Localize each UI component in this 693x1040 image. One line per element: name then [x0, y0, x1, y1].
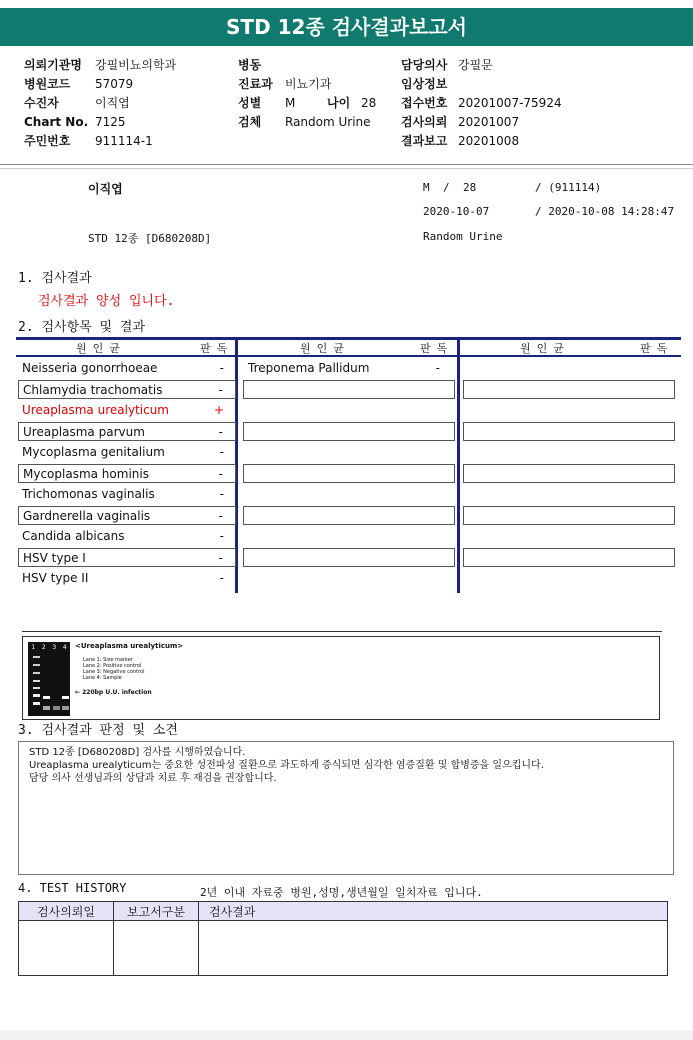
- report-title: STD 12종 검사결과보고서: [0, 8, 693, 46]
- patient-name: 이직엽: [88, 182, 123, 196]
- gel-legend-item: Lane 1: Size marker: [83, 657, 133, 663]
- history-col-header: 검사의뢰일: [19, 902, 114, 921]
- empty-cell: [243, 548, 455, 567]
- report-datetime: / 2020-10-08 14:28:47: [535, 205, 675, 218]
- result-row-positive: [18, 401, 236, 420]
- findings-line: STD 12종 [D680208D] 검사를 시행하였습니다.: [29, 747, 246, 758]
- result-value: +: [213, 403, 224, 417]
- result-row: [244, 359, 454, 378]
- header-label: 접수번호: [401, 96, 448, 110]
- lane-number: 3: [52, 644, 57, 651]
- result-row: [18, 464, 236, 483]
- result-row: [18, 548, 236, 567]
- pathogen-name: Mycoplasma hominis: [23, 467, 149, 481]
- gel-band-label: ← 220bp U.U. infection: [75, 689, 152, 696]
- history-cell: [114, 921, 199, 976]
- empty-cell: [243, 464, 455, 483]
- pathogen-name: Candida albicans: [22, 529, 125, 543]
- header-label: 병원코드: [24, 77, 71, 91]
- header-value: 20201007: [458, 115, 520, 129]
- result-value: -: [218, 551, 223, 565]
- pathogen-name: HSV type I: [23, 551, 86, 565]
- patient-sex: M: [423, 181, 430, 194]
- header-label: 진료과: [238, 77, 273, 91]
- header-value: 이직엽: [95, 96, 130, 110]
- gel-legend: [83, 657, 145, 681]
- header-label: 주민번호: [24, 134, 71, 148]
- request-date: 2020-10-07: [423, 205, 490, 218]
- result-value: -: [219, 445, 224, 459]
- gel-title: <Ureaplasma urealyticum>: [75, 642, 184, 650]
- col-header-pathogen: 원인균: [520, 342, 570, 355]
- result-value: -: [219, 571, 224, 585]
- history-cell: [19, 921, 114, 976]
- empty-cell: [463, 422, 675, 441]
- patient-age: 28: [463, 181, 477, 194]
- gel-legend-item: Lane 2: Positive control: [83, 663, 142, 669]
- empty-cell: [463, 380, 675, 399]
- result-row: [18, 422, 236, 441]
- col-header-pathogen: 원인균: [76, 342, 126, 355]
- header-value: 비뇨기과: [285, 77, 332, 91]
- result-value: -: [219, 487, 224, 501]
- age-value: 28: [361, 96, 377, 110]
- empty-cell: [243, 422, 455, 441]
- col-header-result: 판독: [640, 342, 674, 355]
- header-col2: [238, 58, 377, 134]
- header-value: 57079: [95, 77, 134, 91]
- pathogen-name: Ureaplasma urealyticum: [22, 403, 169, 417]
- header-label: 검체: [238, 115, 262, 129]
- header-label: 결과보고: [401, 134, 448, 148]
- result-value: -: [219, 529, 224, 543]
- result-value: -: [219, 361, 224, 375]
- gel-image-box: [22, 636, 660, 720]
- header-label: 의뢰기관명: [24, 58, 82, 72]
- header-label: 임상정보: [401, 77, 448, 91]
- result-row: [18, 380, 236, 399]
- history-cell: [199, 921, 668, 976]
- header-label: 검사의뢰: [401, 115, 448, 129]
- lane-number: 4: [62, 644, 67, 651]
- section3-heading: 3. 검사결과 판정 및 소견: [18, 723, 178, 738]
- result-value: -: [218, 383, 223, 397]
- col-header-result: 판독: [420, 342, 454, 355]
- table-row: [19, 921, 668, 976]
- pathogen-name: Ureaplasma parvum: [23, 425, 145, 439]
- test-name: STD 12종 [D680208D]: [88, 232, 212, 245]
- findings-line: Ureaplasma urealyticum는 중요한 성전파성 질환으로 과도하게 증식되면 심각한 염증질환 및 합병증을 일으킵니다.: [29, 760, 544, 771]
- header-value: 강필문: [458, 58, 493, 72]
- lane-number: 1: [31, 644, 36, 651]
- pathogen-name: HSV type II: [22, 571, 89, 585]
- empty-cell: [243, 380, 455, 399]
- gel-divider: [22, 631, 662, 632]
- header-value: 20201007-75924: [458, 96, 562, 110]
- pathogen-name: Neisseria gonorrhoeae: [22, 361, 158, 375]
- empty-cell: [243, 506, 455, 525]
- gel-electrophoresis-image: [28, 642, 70, 716]
- header-label: 담당의사: [401, 58, 448, 72]
- pathogen-name: Trichomonas vaginalis: [22, 487, 155, 501]
- pathogen-name: Gardnerella vaginalis: [23, 509, 151, 523]
- empty-cell: [463, 506, 675, 525]
- result-row: [18, 569, 236, 588]
- result-row: [18, 506, 236, 525]
- test-history-table: [18, 901, 668, 976]
- header-divider: [0, 164, 693, 165]
- header-col3: [401, 58, 562, 153]
- header-label: 병동: [238, 58, 262, 72]
- header-value: 강필비뇨의학과: [95, 58, 177, 72]
- result-row: [18, 359, 236, 378]
- empty-cell: [463, 464, 675, 483]
- result-row: [18, 443, 236, 462]
- patient-separator: /: [443, 181, 450, 194]
- result-row: [18, 527, 236, 546]
- pathogen-name: Chlamydia trachomatis: [23, 383, 163, 397]
- result-value: -: [218, 467, 223, 481]
- header-label: 성별: [238, 96, 262, 110]
- specimen: Random Urine: [423, 230, 503, 243]
- history-col-header: 검사결과: [199, 902, 668, 921]
- findings-box: [18, 741, 674, 875]
- header-value: 7125: [95, 115, 126, 129]
- history-col-header: 보고서구분: [114, 902, 199, 921]
- history-note: 2년 이내 자료중 병원,성명,생년월일 일치자료 입니다.: [200, 886, 483, 899]
- section2-heading: 2. 검사항목 및 결과: [18, 320, 146, 335]
- section1-heading: 1. 검사결과: [18, 271, 92, 286]
- result-value: -: [218, 509, 223, 523]
- findings-line: 담당 의사 선생님과의 상담과 치료 후 재검을 권장합니다.: [29, 773, 277, 784]
- positive-result-text: 검사결과 양성 입니다.: [38, 294, 175, 309]
- header-label: 수진자: [24, 96, 59, 110]
- section4-heading: 4. TEST HISTORY: [18, 881, 127, 895]
- header-label: Chart No.: [24, 115, 89, 129]
- header-divider-light: [0, 168, 693, 169]
- header-value: M: [285, 96, 296, 110]
- empty-cell: [463, 548, 675, 567]
- col-header-result: 판독: [200, 342, 234, 355]
- result-row: [18, 485, 236, 504]
- patient-birth: / (911114): [535, 181, 602, 194]
- pathogen-name: Mycoplasma genitalium: [22, 445, 165, 459]
- age-label: 나이: [327, 96, 351, 110]
- col-header-pathogen: 원인균: [300, 342, 350, 355]
- result-value: -: [435, 361, 440, 375]
- gel-legend-item: Lane 3: Negative control: [83, 669, 145, 675]
- header-col1: [24, 58, 177, 153]
- header-value: Random Urine: [285, 115, 371, 129]
- pathogen-name: Treponema Pallidum: [248, 361, 370, 375]
- gel-legend-item: Lane 4: Sample: [83, 675, 122, 681]
- header-value: 20201008: [458, 134, 520, 148]
- lane-number: 2: [41, 644, 46, 651]
- grid-divider: [457, 337, 460, 593]
- header-value: 911114-1: [95, 134, 153, 148]
- result-value: -: [218, 425, 223, 439]
